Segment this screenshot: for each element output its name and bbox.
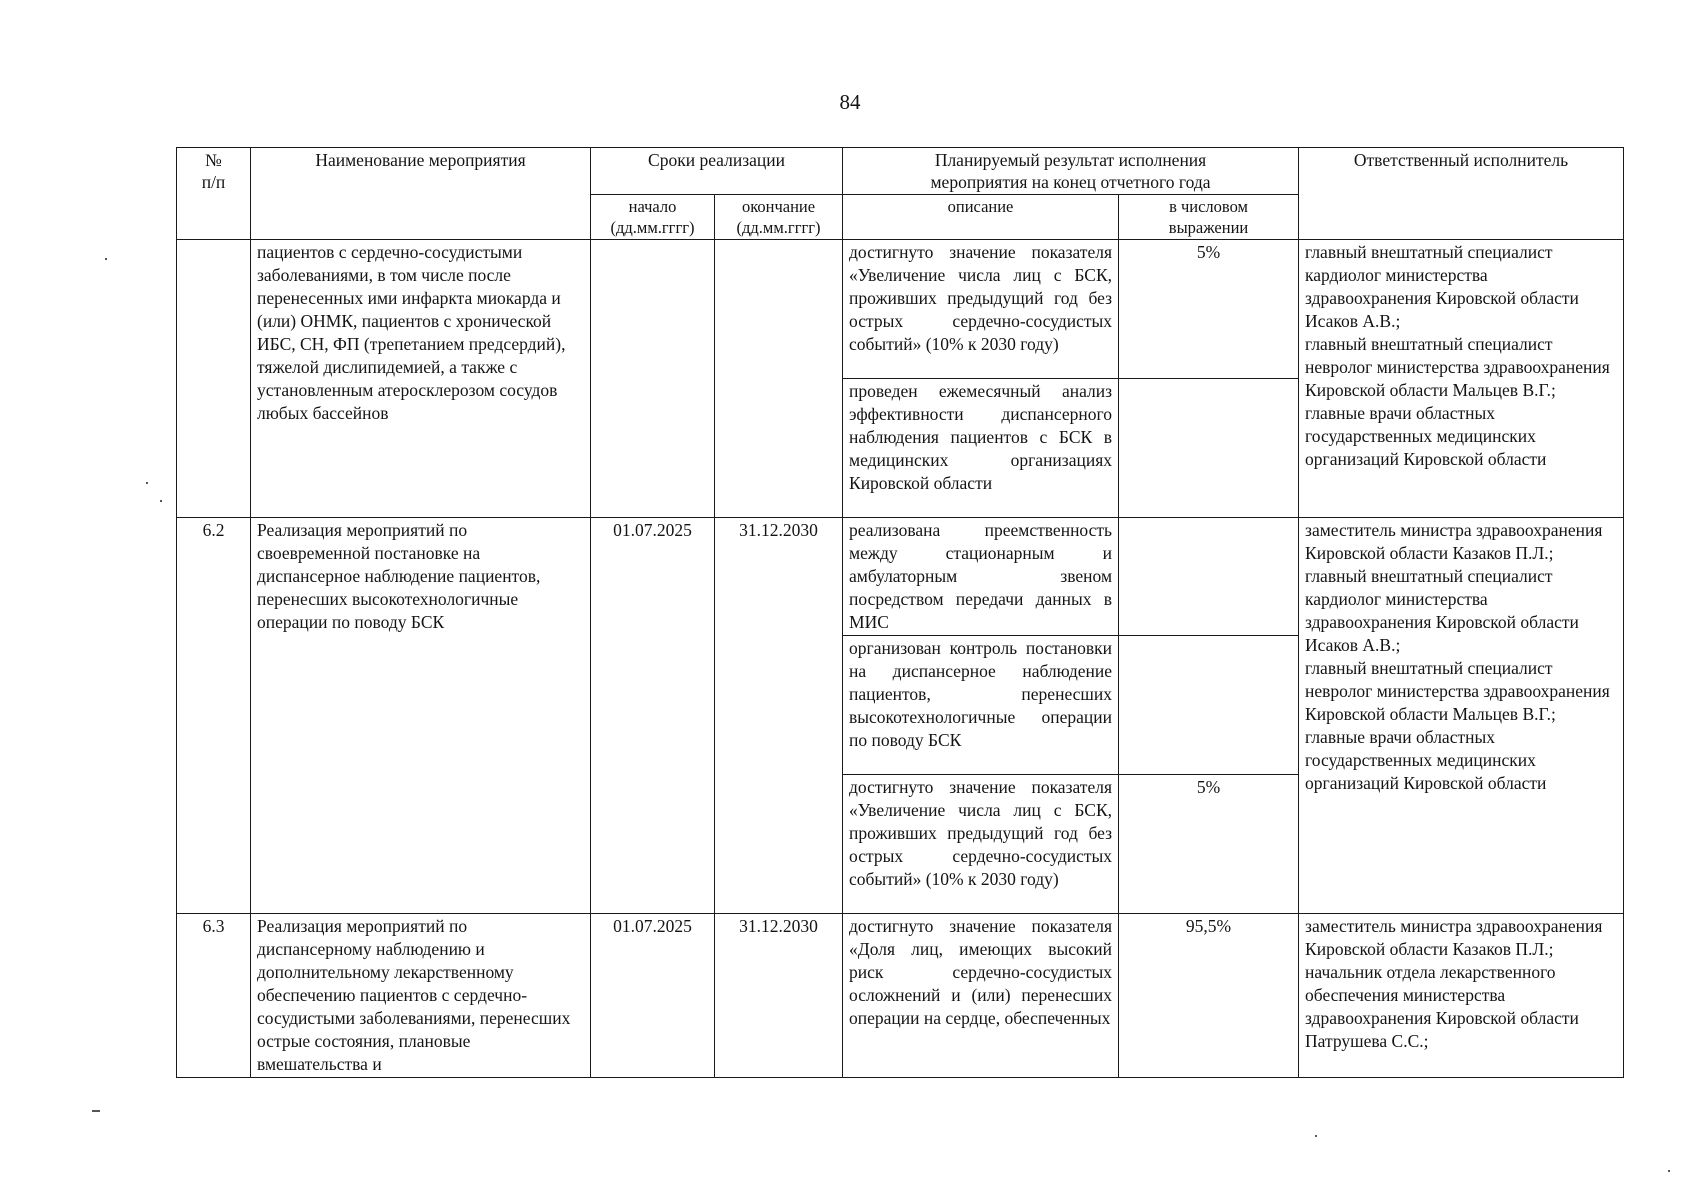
row-num [177, 240, 251, 518]
header-end: окончание (дд.мм.гггг) [715, 195, 843, 240]
row-name: пациентов с сердечно-сосудистыми заболеваниями, в том числе после перенесенных ими инфаркта миокарда и (или) ОНМК, пациентов с хронической ИБС, СН, ФП (трепетанием предсердий), тяжелой дислипидемией, а также с установленным атеросклерозом сосудов любых бассейнов [251, 240, 591, 518]
row-responsible: главный внештатный специалист кардиолог министерства здравоохранения Кировской области Исаков А.В.; главный внештатный специалист невролог министерства здравоохранения Кировской области Мальцев В.Г.; главные врачи областных государственных медицинских организаций Кировской области [1299, 240, 1624, 518]
result-description: проведен ежемесячный анализ эффективности диспансерного наблюдения пациентов с БСК в медицинских организациях Кировской области [843, 379, 1119, 518]
scan-speck [1668, 1170, 1670, 1172]
result-description: достигнуто значение показателя «Доля лиц, имеющих высокий риск сердечно-сосудистых осложнений и (или) перенесших операции на сердце, обеспеченных [843, 914, 1119, 1078]
result-description: организован контроль постановки на диспансерное наблюдение пациентов, перенесших высокотехнологичные операции по поводу БСК [843, 636, 1119, 775]
header-num: № п/п [177, 148, 251, 240]
row-name: Реализация мероприятий по диспансерному наблюдению и дополнительному лекарственному обеспечению пациентов с сердечно-сосудистыми заболеваниями, перенесших острые состояния, плановые вмешательства и [251, 914, 591, 1078]
row-end [715, 240, 843, 518]
row-start [591, 240, 715, 518]
result-description: реализована преемственность между стационарным и амбулаторным звеном посредством передачи данных в МИС [843, 518, 1119, 636]
result-description: достигнуто значение показателя «Увеличение числа лиц с БСК, проживших предыдущий год без острых сердечно-сосудистых событий» (10% к 2030 году) [843, 775, 1119, 914]
result-value [1119, 636, 1299, 775]
row-num: 6.3 [177, 914, 251, 1078]
row-end: 31.12.2030 [715, 518, 843, 914]
result-value [1119, 518, 1299, 636]
result-value: 5% [1119, 775, 1299, 914]
table-row [177, 518, 1624, 636]
result-description: достигнуто значение показателя «Увеличение числа лиц с БСК, проживших предыдущий год без острых сердечно-сосудистых событий» (10% к 2030 году) [843, 240, 1119, 379]
result-value: 5% [1119, 240, 1299, 379]
result-value [1119, 379, 1299, 518]
header-result: Планируемый результат исполнения мероприятия на конец отчетного года [843, 148, 1299, 195]
header-name: Наименование мероприятия [251, 148, 591, 240]
table-row [177, 914, 1624, 1078]
header-start: начало (дд.мм.гггг) [591, 195, 715, 240]
row-responsible: заместитель министра здравоохранения Кировской области Казаков П.Л.; начальник отдела лекарственного обеспечения министерства здравоохранения Кировской области Патрушева С.С.; [1299, 914, 1624, 1078]
row-num: 6.2 [177, 518, 251, 914]
row-start: 01.07.2025 [591, 518, 715, 914]
scan-speck [146, 482, 148, 484]
header-terms: Сроки реализации [591, 148, 843, 195]
result-value: 95,5% [1119, 914, 1299, 1078]
page-number: 84 [839, 90, 861, 114]
scan-speck [92, 1110, 100, 1112]
measures-table [176, 147, 1624, 1078]
table-row [177, 240, 1624, 379]
scan-speck [1315, 1135, 1317, 1137]
header-responsible: Ответственный исполнитель [1299, 148, 1624, 240]
row-name: Реализация мероприятий по своевременной постановке на диспансерное наблюдение пациентов, перенесших высокотехнологичные операции по поводу БСК [251, 518, 591, 914]
row-start: 01.07.2025 [591, 914, 715, 1078]
scan-speck [105, 258, 107, 260]
row-responsible: заместитель министра здравоохранения Кировской области Казаков П.Л.; главный внештатный специалист кардиолог министерства здравоохранения Кировской области Исаков А.В.; главный внештатный специалист невролог министерства здравоохранения Кировской области Мальцев В.Г.; главные врачи областных государственных медицинских организаций Кировской области [1299, 518, 1624, 914]
row-end: 31.12.2030 [715, 914, 843, 1078]
scan-speck [160, 500, 162, 502]
header-numeric: в числовом выражении [1119, 195, 1299, 240]
header-description: описание [843, 195, 1119, 240]
